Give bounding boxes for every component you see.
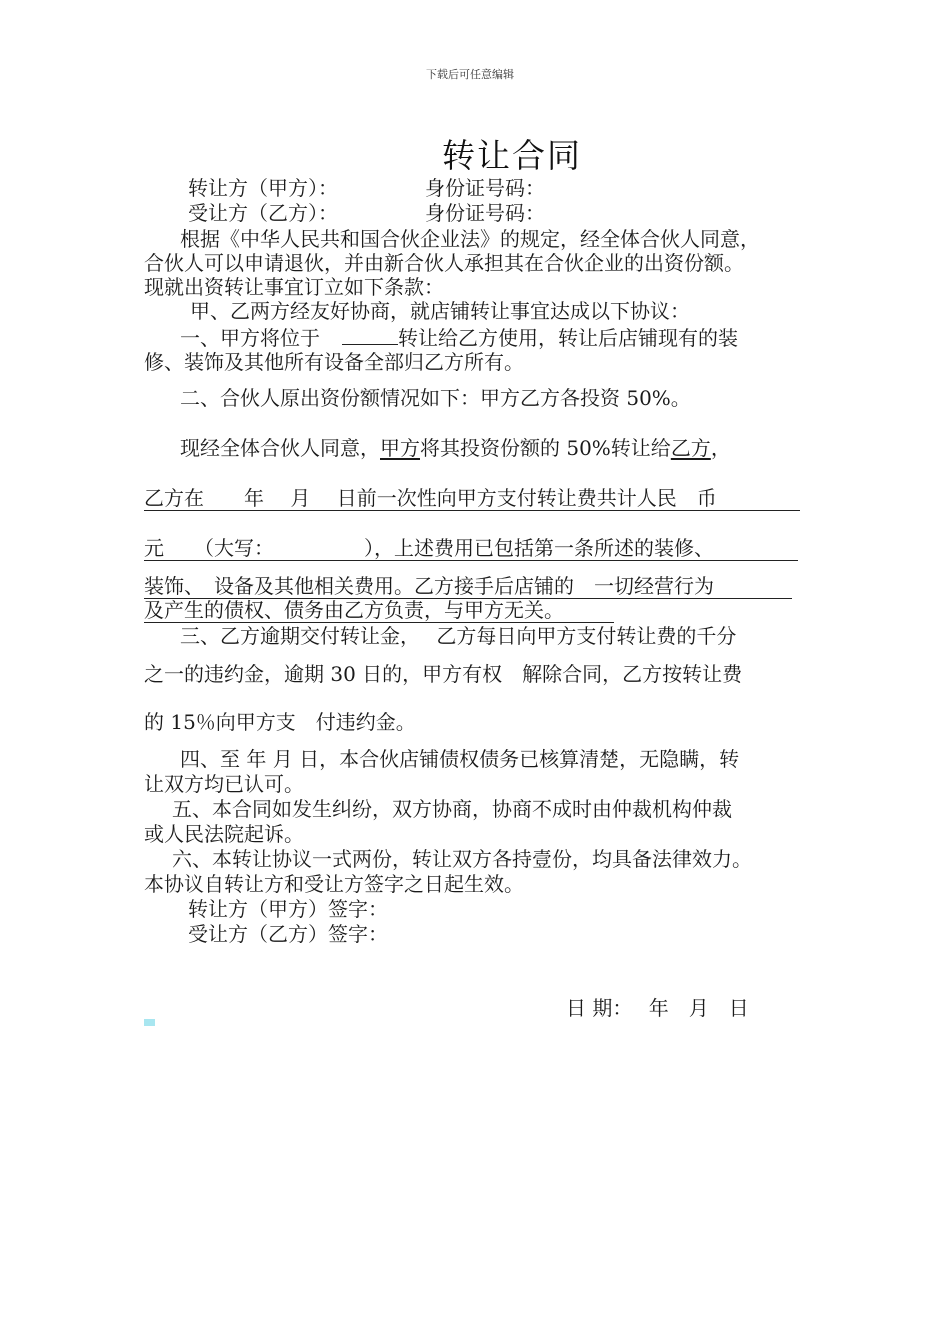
- party-a-underlined: 甲方: [380, 436, 420, 460]
- transferee-label: 受让方（乙方）：: [188, 201, 338, 225]
- clause1-start: 一、甲方将位于: [180, 326, 320, 350]
- transferor-label: 转让方（甲方）：: [188, 176, 338, 200]
- clause5-line-2: 或人民法院起诉。: [144, 822, 304, 846]
- intro-line-1: 根据《中华人民共和国合伙企业法》的规定，经全体合伙人同意，: [180, 227, 760, 251]
- clause1-line-2: 修、装饰及其他所有设备全部归乙方所有。: [144, 350, 524, 374]
- clause2-line-2: [180, 436, 731, 460]
- intro-line-2: 合伙人可以申请退伙，并由新合伙人承担其在合伙企业的出资份额。: [144, 251, 744, 275]
- clause4-line-2: 让双方均已认可。: [144, 772, 304, 796]
- location-blank: [342, 324, 398, 345]
- transferor-signature-label: 转让方（甲方）签字：: [188, 897, 388, 921]
- date-line: 日 期： 年 月 日: [566, 996, 749, 1020]
- clause2-line-5: 装饰、 设备及其他相关费用。乙方接手后店铺的 一切经营行为: [144, 574, 792, 599]
- highlight-marker: [144, 1019, 155, 1026]
- clause2-b3: 将其投资份额的 50%转让给: [420, 436, 671, 460]
- clause3-line-2: 之一的违约金，逾期 30 日的，甲方有权 解除合同，乙方按转让费: [144, 662, 743, 686]
- intro-line-4: 甲、乙两方经友好协商，就店铺转让事宜达成以下协议：: [190, 299, 690, 323]
- clause6-line-1: 六、本转让协议一式两份，转让双方各持壹份，均具备法律效力。: [172, 847, 752, 871]
- transferee-signature-label: 受让方（乙方）签字：: [188, 922, 388, 946]
- clause2-line-6: 及产生的债权、债务由乙方负责，与甲方无关。: [144, 598, 614, 623]
- clause2-line-4: 元 （大写： ），上述费用已包括第一条所述的装修、: [144, 536, 798, 561]
- clause1-rest: 转让给乙方使用，转让后店铺现有的装: [398, 326, 738, 350]
- clause3-line-3: 的 15％向甲方支 付违约金。: [144, 710, 416, 734]
- transferor-id-label: 身份证号码：: [425, 176, 545, 200]
- clause5-line-1: 五、本合同如发生纠纷，双方协商，协商不成时由仲裁机构仲裁: [172, 797, 732, 821]
- clause1-line-1: [180, 324, 738, 350]
- clause2-line-3: 乙方在 年 月 日前一次性向甲方支付转让费共计人民 币: [144, 486, 800, 511]
- transferee-id-label: 身份证号码：: [425, 201, 545, 225]
- header-note: 下载后可任意编辑: [426, 68, 514, 81]
- clause6-line-2: 本协议自转让方和受让方签字之日起生效。: [144, 872, 524, 896]
- clause3-line-1: 三、乙方逾期交付转让金， 乙方每日向甲方支付转让费的千分: [180, 624, 737, 648]
- clause4-line-1: 四、至 年 月 日，本合伙店铺债权债务已核算清楚，无隐瞒，转: [180, 747, 740, 771]
- intro-line-3: 现就出资转让事宜订立如下条款：: [144, 275, 444, 299]
- clause2-line-1: 二、合伙人原出资份额情况如下：甲方乙方各投资 50%。: [180, 386, 691, 410]
- clause2-b1: 现经全体合伙人同意，: [180, 436, 380, 460]
- clause2-b5: ，: [710, 436, 731, 460]
- document-title: 转让合同: [442, 136, 582, 175]
- party-b-underlined: 乙方: [670, 436, 711, 460]
